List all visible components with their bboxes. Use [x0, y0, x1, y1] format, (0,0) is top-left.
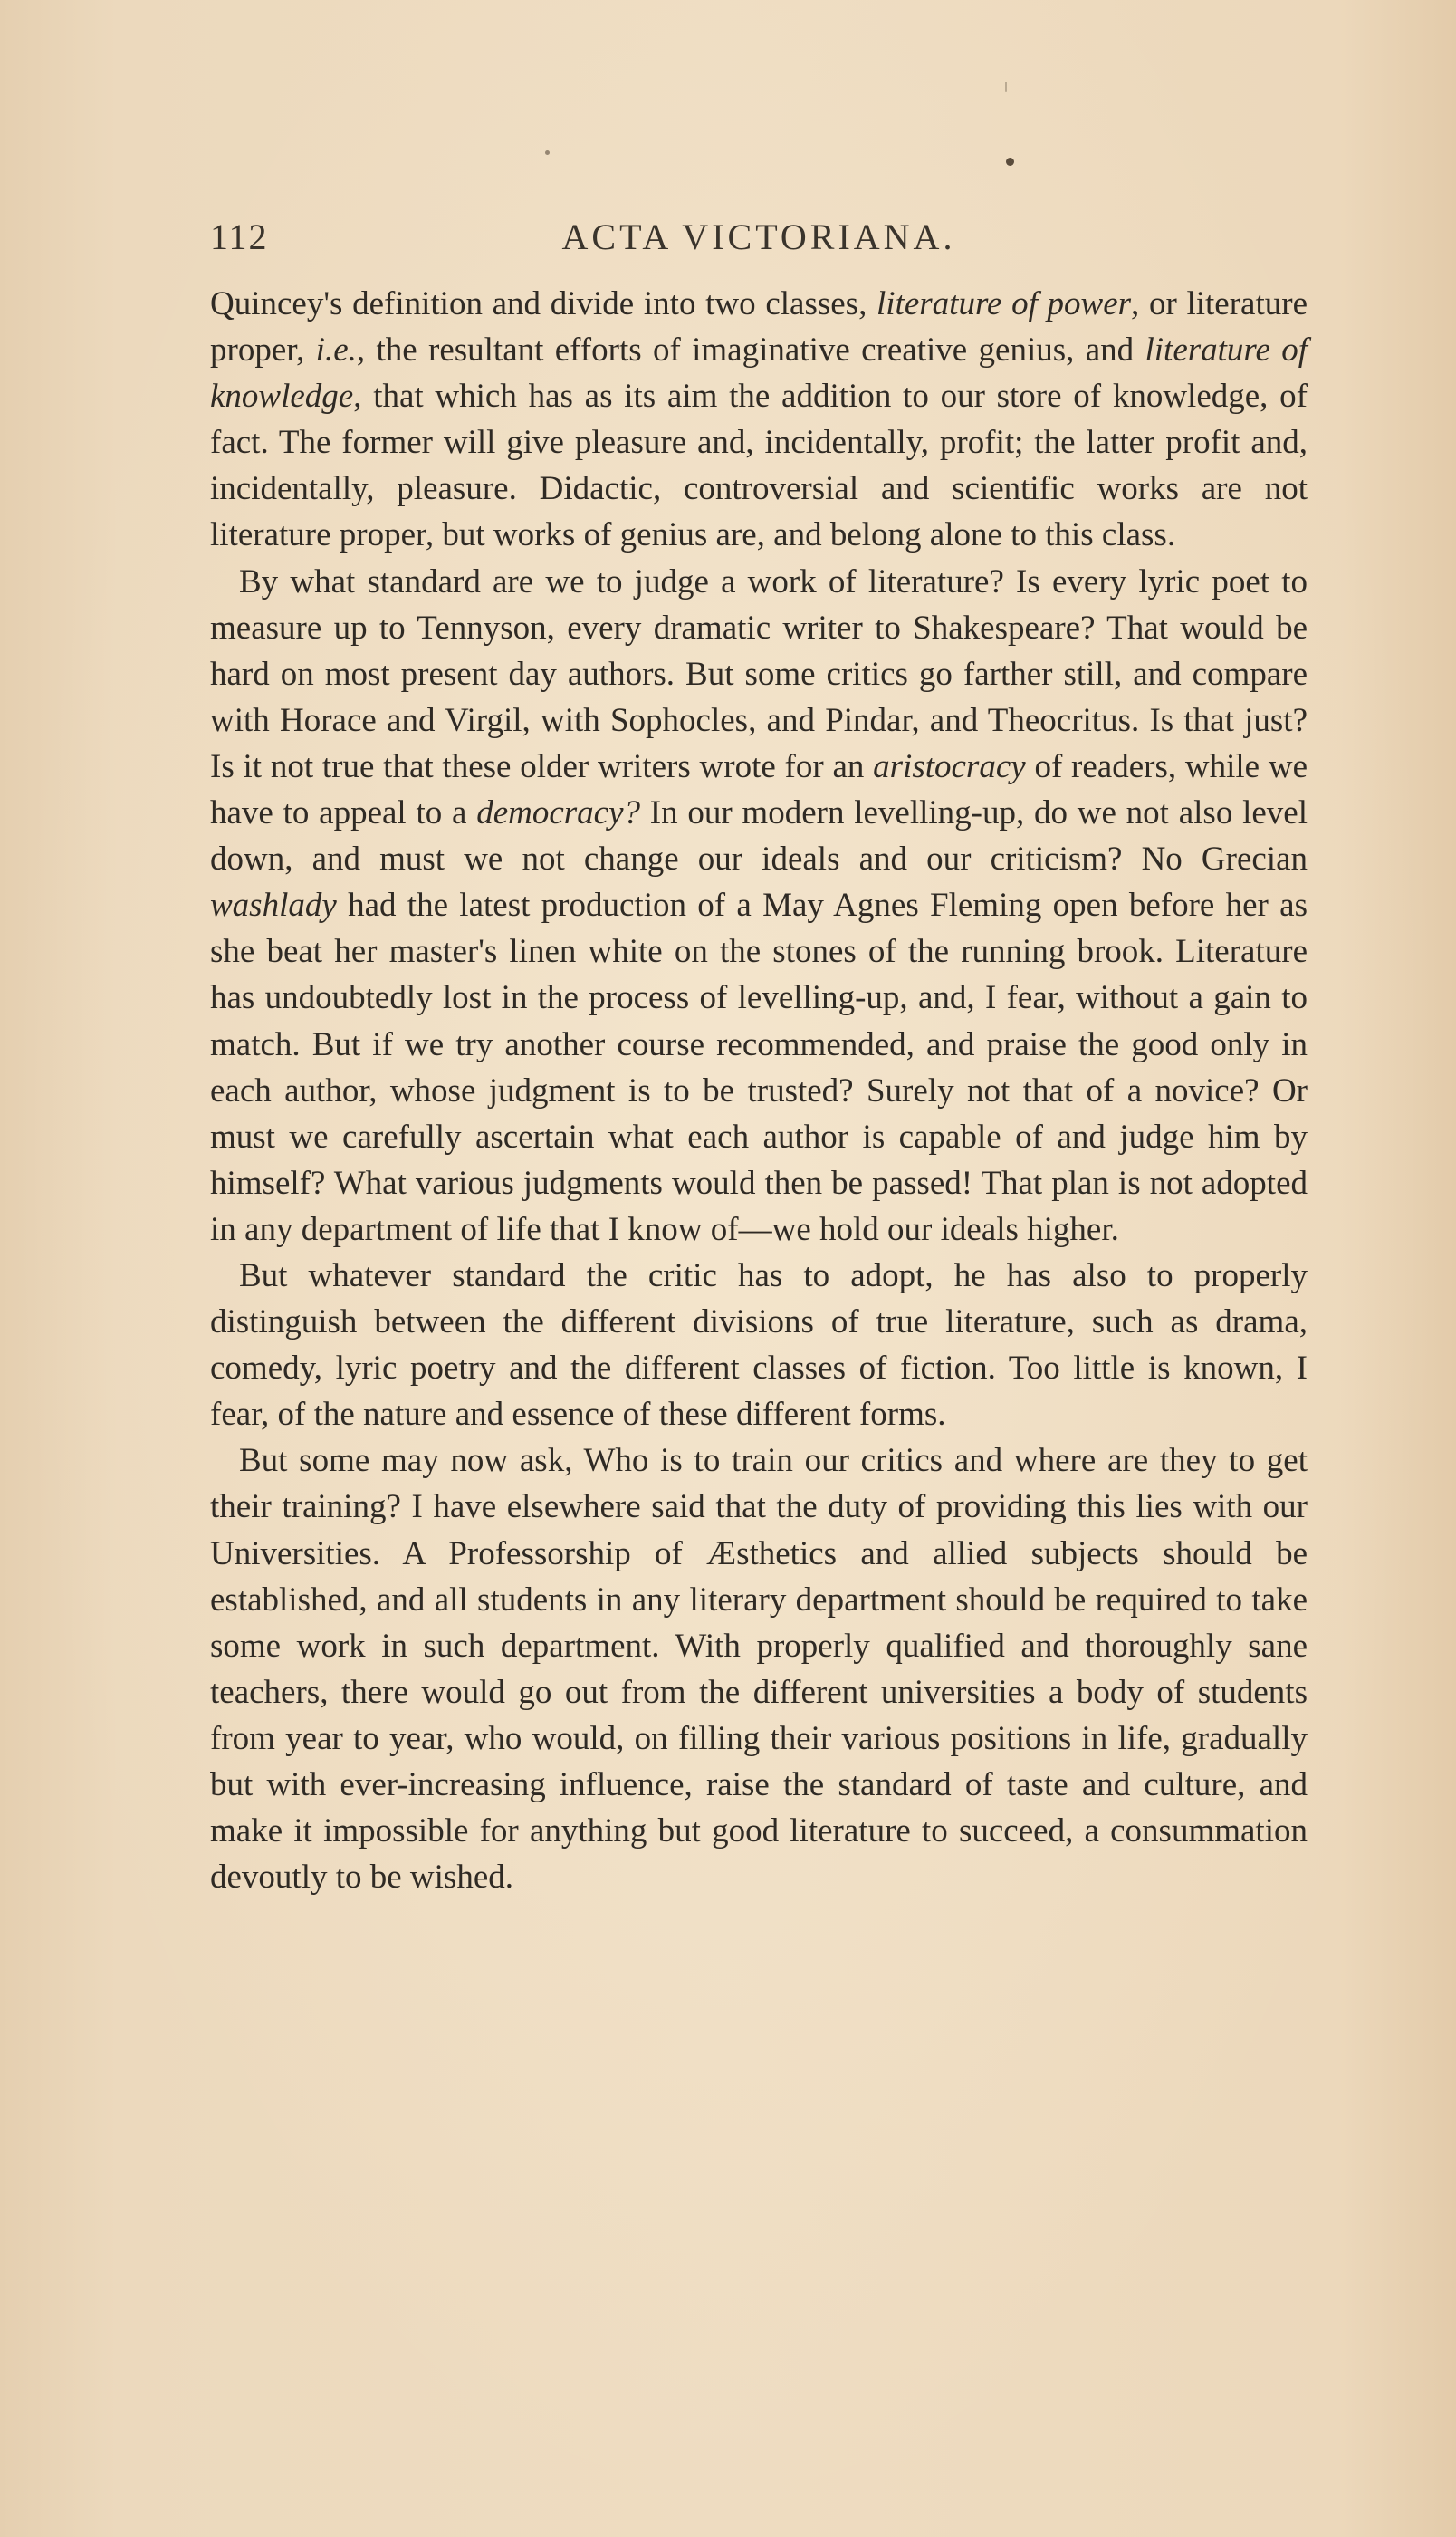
page-number: 112: [210, 216, 269, 257]
paragraph-text: , or literature proper,: [210, 285, 1308, 370]
emphasis-democracy: democracy?: [476, 794, 640, 832]
journal-title: ACTA VICTORIANA.: [561, 216, 956, 257]
running-head: [210, 216, 1308, 263]
paragraph-2: [210, 559, 1308, 1253]
emphasis-literature-of-knowledge: literature of knowledge: [210, 332, 1308, 416]
paragraph-1: [210, 281, 1308, 559]
paragraph-text: By what standard are we to judge a work of literature? Is every lyric poet to measure up to Tennyson, every dramatic writer to Shakespeare? That would be hard on most present day authors. But some critics go farther still, and compare with Horace and Virgil, with Sophocles, and Pindar, and Theocritus. Is that just? Is it not true that these older writers wrote for an: [210, 562, 1308, 785]
article-body: [210, 281, 1308, 1900]
emphasis-ie: i.e.: [315, 332, 357, 370]
paragraph-text: , the resultant efforts of imaginative creative genius, and: [356, 332, 1145, 370]
emphasis-washlady: washlady: [210, 887, 337, 925]
paragraph-text: had the latest production of a May Agnes Fleming open before her as she beat her master's linen white on the stones of the running brook. Literature has undoubtedly lost in the process of levelling-up, and, I fear, without a gain to match. But if we try another course recommended, and praise the good only in each author, whose judgment is to be trusted? Surely not that of a novice? Or must we carefully ascertain what each author is capable of and judge him by himself? What various judgments would then be passed! That plan is not adopted in any department of life that I know of—we hold our ideals higher.: [210, 887, 1308, 1248]
emphasis-aristocracy: aristocracy: [873, 747, 1026, 785]
ink-speck: [545, 150, 550, 155]
paragraph-4: But some may now ask, Who is to train our critics and where are they to get their training? I have elsewhere said that the duty of providing this lies with our Universities. A Professorship of Æsthetics and allied subjects should be established, and all students in any literary department should be required to take some work in such department. With properly qualified and thoroughly sane teachers, there would go out from the different universities a body of students from year to year, who would, on filling their various positions in life, gradually but with ever-increasing influence, raise the standard of taste and culture, and make it impossible for anything but good literature to succeed, a consummation devoutly to be wished.: [210, 1442, 1308, 1897]
paragraph-text: Quincey's definition and divide into two classes,: [210, 285, 876, 322]
paragraph-text: In our modern levelling-up, do we not also level down, and must we not change our ideals and our criticism? No Grecian: [210, 794, 1308, 879]
paragraph-text: , that which has as its aim the addition to our store of knowledge, of fact. The former will give pleasure and, incidentally, profit; the latter profit and, incidentally, pleasure. Didactic, controversial and scientific works are not literature proper, but works of genius are, and belong alone to this class.: [210, 378, 1308, 554]
paragraph-text: of readers, while we have to appeal to a: [210, 747, 1308, 832]
ink-speck: [1006, 158, 1014, 166]
emphasis-literature-of-power: literature of power: [876, 285, 1132, 322]
ink-speck: [1005, 82, 1007, 92]
paragraph-3: But whatever standard the critic has to adopt, he has also to properly distinguish between the different divisions of true literature, such as drama, comedy, lyric poetry and the different classes of fiction. Too little is known, I fear, of the nature and essence of these different forms.: [210, 1256, 1308, 1434]
